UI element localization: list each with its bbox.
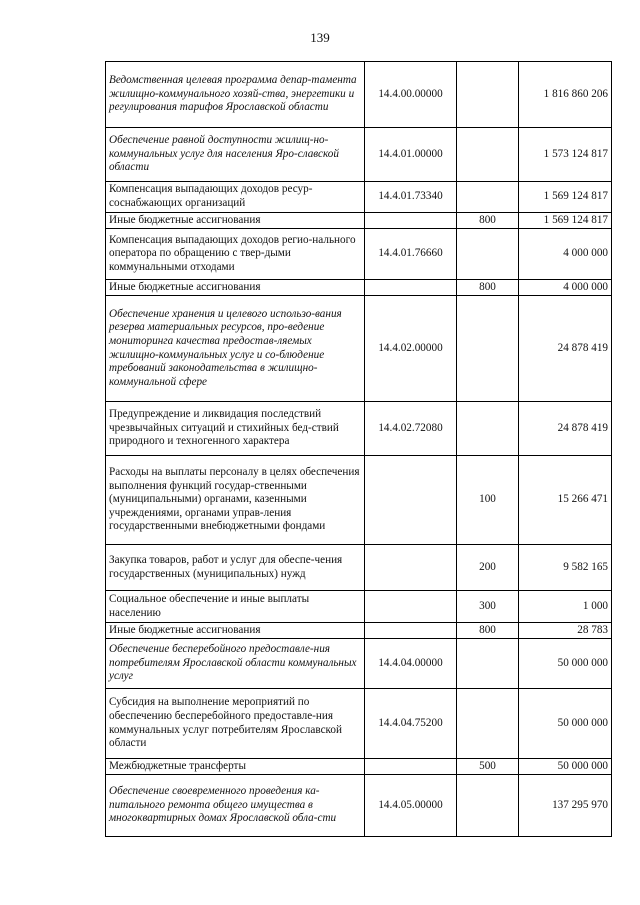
row-sum: 1 000 <box>519 591 612 623</box>
table-row <box>106 623 612 639</box>
row-name: Ведомственная целевая программа депар-тамента жилищно-коммунального хозяй-ства, энергетики и регулирования тарифов Ярославской области <box>106 62 365 128</box>
row-type: 800 <box>457 280 519 296</box>
row-sum: 9 582 165 <box>519 545 612 591</box>
row-code: 14.4.05.00000 <box>365 775 457 837</box>
row-name: Обеспечение своевременного проведения ка-питального ремонта общего имущества в многоквартирных домах Ярославской обла-сти <box>106 775 365 837</box>
row-type: 800 <box>457 213 519 229</box>
row-type <box>457 62 519 128</box>
table-row <box>106 213 612 229</box>
row-type: 300 <box>457 591 519 623</box>
row-code: 14.4.00.00000 <box>365 62 457 128</box>
row-sum: 28 783 <box>519 623 612 639</box>
row-code: 14.4.01.00000 <box>365 128 457 182</box>
table-row <box>106 62 612 128</box>
table-row <box>106 775 612 837</box>
row-type: 500 <box>457 759 519 775</box>
row-code: 14.4.01.73340 <box>365 182 457 213</box>
row-name: Обеспечение равной доступности жилищ-но-коммунальных услуг для населения Яро-славской области <box>106 128 365 182</box>
row-sum: 4 000 000 <box>519 229 612 280</box>
row-sum: 1 569 124 817 <box>519 182 612 213</box>
row-sum: 1 573 124 817 <box>519 128 612 182</box>
row-code <box>365 213 457 229</box>
row-name: Компенсация выпадающих доходов ресур-соснабжающих организаций <box>106 182 365 213</box>
table-row <box>106 280 612 296</box>
table-row <box>106 759 612 775</box>
row-name: Иные бюджетные ассигнования <box>106 623 365 639</box>
row-name: Предупреждение и ликвидация последствий чрезвычайных ситуаций и стихийных бед-ствий природного и техногенного характера <box>106 402 365 456</box>
row-type <box>457 296 519 402</box>
budget-table <box>105 61 612 837</box>
row-name: Иные бюджетные ассигнования <box>106 213 365 229</box>
row-type <box>457 639 519 689</box>
row-sum: 50 000 000 <box>519 639 612 689</box>
row-name: Иные бюджетные ассигнования <box>106 280 365 296</box>
row-code: 14.4.04.75200 <box>365 689 457 759</box>
table-row <box>106 402 612 456</box>
row-code: 14.4.02.72080 <box>365 402 457 456</box>
row-code <box>365 280 457 296</box>
row-code <box>365 623 457 639</box>
row-type <box>457 182 519 213</box>
row-type <box>457 128 519 182</box>
row-type: 200 <box>457 545 519 591</box>
table-row <box>106 229 612 280</box>
row-name: Межбюджетные трансферты <box>106 759 365 775</box>
row-code <box>365 545 457 591</box>
table-row <box>106 545 612 591</box>
row-type <box>457 775 519 837</box>
table-row <box>106 591 612 623</box>
table-row <box>106 639 612 689</box>
page-number: 139 <box>310 30 330 45</box>
row-sum: 4 000 000 <box>519 280 612 296</box>
row-code <box>365 759 457 775</box>
row-code <box>365 456 457 545</box>
row-code <box>365 591 457 623</box>
row-code: 14.4.02.00000 <box>365 296 457 402</box>
table-row <box>106 456 612 545</box>
row-sum: 137 295 970 <box>519 775 612 837</box>
table-row <box>106 128 612 182</box>
table-row <box>106 296 612 402</box>
table-row <box>106 182 612 213</box>
row-name: Субсидия на выполнение мероприятий по обеспечению бесперебойного предоставле-ния коммунальных услуг потребителям Ярославской области <box>106 689 365 759</box>
row-sum: 1 816 860 206 <box>519 62 612 128</box>
row-name: Компенсация выпадающих доходов регио-нального оператора по обращению с твер-дыми коммунальными отходами <box>106 229 365 280</box>
row-type: 800 <box>457 623 519 639</box>
row-sum: 24 878 419 <box>519 402 612 456</box>
row-type <box>457 229 519 280</box>
row-name: Обеспечение хранения и целевого использо-вания резерва материальных ресурсов, про-ведение мониторинга качества предостав-ляемых жилищно-коммунальных услуг и со-блюдение требований законодательства в жилищно-коммунальной сфере <box>106 296 365 402</box>
row-type: 100 <box>457 456 519 545</box>
table-row <box>106 689 612 759</box>
row-code: 14.4.04.00000 <box>365 639 457 689</box>
row-name: Обеспечение бесперебойного предоставле-ния потребителям Ярославской области коммунальных услуг <box>106 639 365 689</box>
row-code: 14.4.01.76660 <box>365 229 457 280</box>
row-name: Закупка товаров, работ и услуг для обеспе-чения государственных (муниципальных) нужд <box>106 545 365 591</box>
row-type <box>457 402 519 456</box>
row-sum: 50 000 000 <box>519 689 612 759</box>
row-name: Расходы на выплаты персоналу в целях обеспечения выполнения функций государ-ственными (муниципальными) органами, казенными учреждениями, органами управ-ления государственными внебюджетными фондами <box>106 456 365 545</box>
row-sum: 50 000 000 <box>519 759 612 775</box>
row-name: Социальное обеспечение и иные выплаты населению <box>106 591 365 623</box>
row-sum: 24 878 419 <box>519 296 612 402</box>
row-sum: 1 569 124 817 <box>519 213 612 229</box>
row-type <box>457 689 519 759</box>
row-sum: 15 266 471 <box>519 456 612 545</box>
